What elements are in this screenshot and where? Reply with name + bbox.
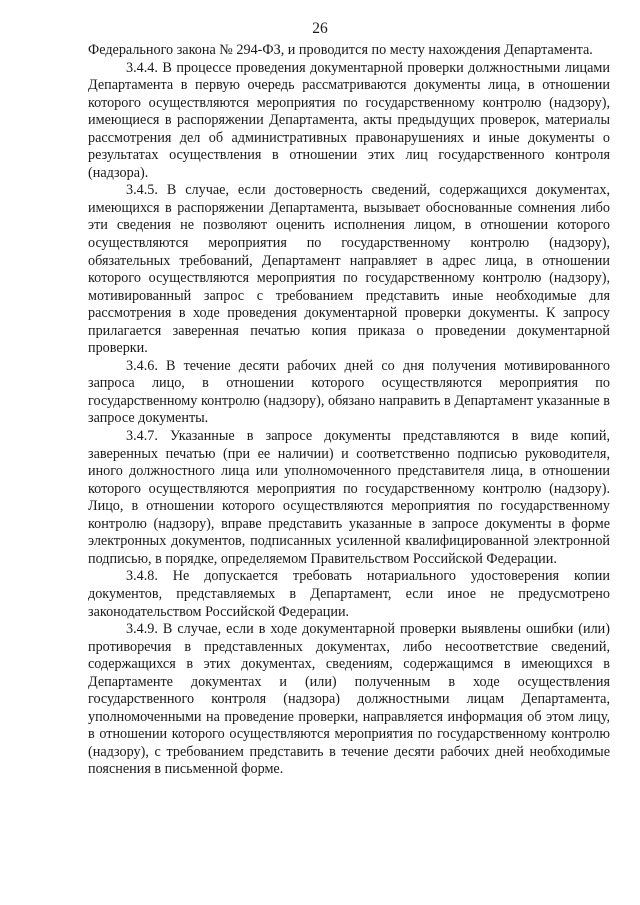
paragraph-3-4-8: 3.4.8. Не допускается требовать нотариального удостоверения копии документов, представляемых в Департамент, если иное не предусмотрено законодательством Российской Федерации. xyxy=(88,568,610,620)
paragraph-3-4-4: 3.4.4. В процессе проведения документарной проверки должностными лицами Департамента в первую очередь рассматриваются документы лица, в отношении которого осуществляются мероприятия по государственному контролю (надзору), имеющиеся в распоряжении Департамента, акты предыдущих проверок, материалы рассмотрения дел об административных правонарушениях и иные документы о результатах осуществления в отношении этих лиц государственного контроля (надзора). xyxy=(88,59,610,181)
paragraph-continuation: Федерального закона № 294-ФЗ, и проводится по месту нахождения Департамента. xyxy=(88,42,593,58)
page-number: 26 xyxy=(312,20,328,37)
paragraph-3-4-7: 3.4.7. Указанные в запросе документы представляются в виде копий, заверенных печатью (при ее наличии) и соответственно подписью руководителя, иного должностного лица или уполномоченного представителя лица, в отношении которого осуществляются мероприятия по государственному контролю (надзору). Лицо, в отношении которого осуществляются мероприятия по государственному контролю (надзору), вправе представить указанные в запросе документы в форме электронных документов, подписанных усиленной квалифицированной электронной подписью, в порядке, определяемом Правительством Российской Федерации. xyxy=(88,428,610,567)
paragraph-3-4-6: 3.4.6. В течение десяти рабочих дней со дня получения мотивированного запроса лицо, в отношении которого осуществляются мероприятия по государственному контролю (надзору), обязано направить в Департамент указанные в запросе документы. xyxy=(88,357,610,427)
paragraph-3-4-9: 3.4.9. В случае, если в ходе документарной проверки выявлены ошибки (или) противоречия в представленных документах, либо несоответствие сведений, содержащихся в этих документах, сведениям, содержащимся в имеющихся в Департаменте документах и (или) полученным в ходе осуществления государственного контроля (надзора) должностными лицам Департамента, уполномоченными на проведение проверки, направляется информация об этом лицу, в отношении которого осуществляются мероприятия по государственному контролю (надзору), с требованием представить в течение десяти рабочих дней необходимые пояснения в письменной форме. xyxy=(88,621,610,778)
paragraph-3-4-5: 3.4.5. В случае, если достоверность сведений, содержащихся документах, имеющихся в распоряжении Департамента, вызывает обоснованные сомнения либо эти сведения не позволяют оценить исполнения лицом, в отношении которого осуществляются мероприятия по государственному контролю (надзору), обязательных требований, Департамент направляет в адрес лица, в отношении которого осуществляются мероприятия по государственному контролю (надзору), мотивированный запрос с требованием представить иные необходимые для рассмотрения в ходе проведения документарной проверки документы. К запросу прилагается заверенная печатью копия приказа о проведении документарной проверки. xyxy=(88,182,610,357)
document-body xyxy=(88,42,610,779)
